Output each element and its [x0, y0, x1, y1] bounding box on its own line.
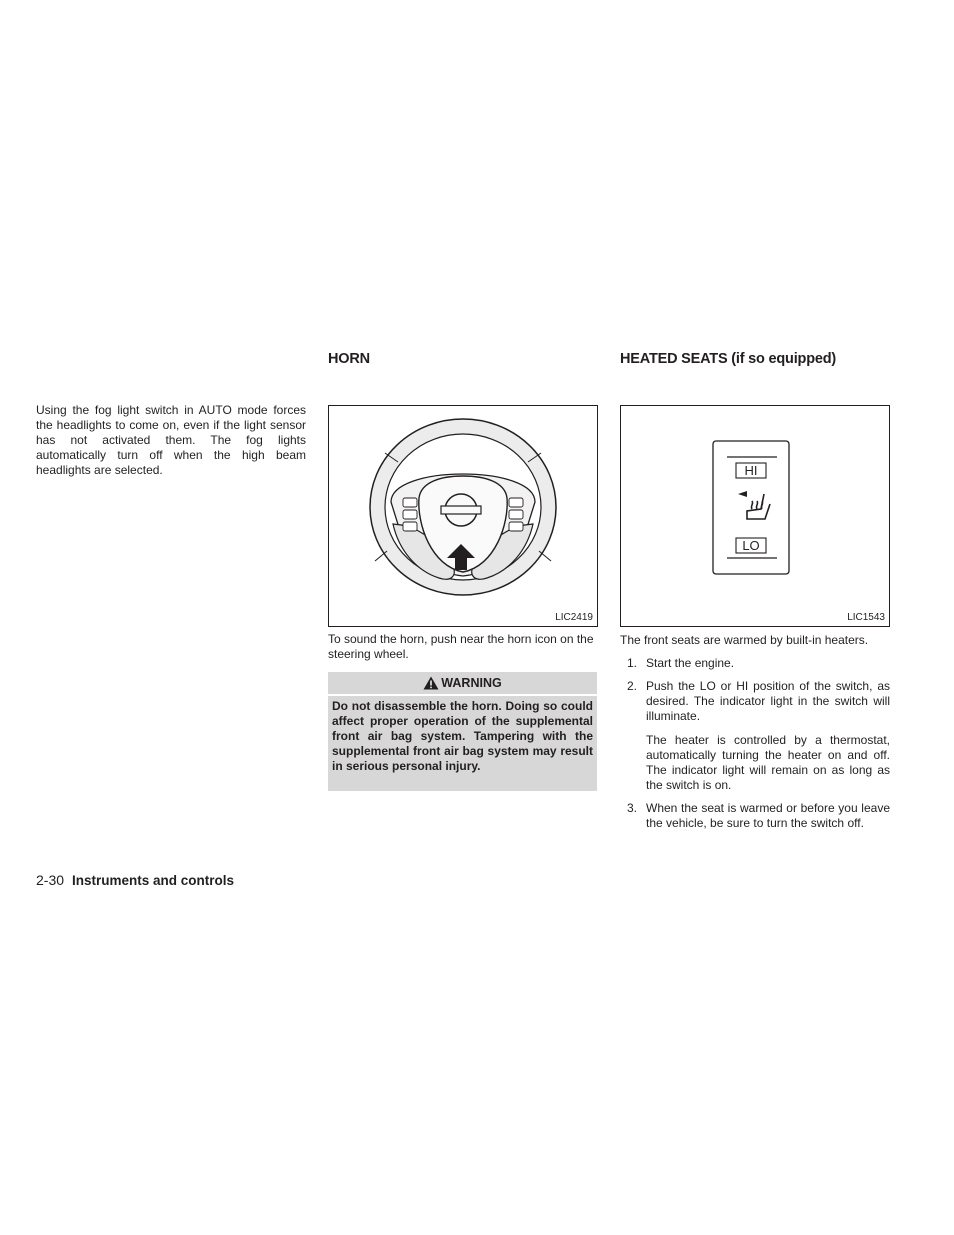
heated-seats-figure-code: LIC1543 [847, 612, 885, 623]
warning-text: Do not disassemble the horn. Doing so could affect proper operation of the supplemental front air bag system. Tampering with the supplemental front air bag system may result in serious personal injury. [332, 699, 593, 773]
section-title: Instruments and controls [72, 873, 235, 888]
step-item [620, 679, 890, 793]
switch-lo-label: LO [742, 538, 760, 553]
steps-list [620, 656, 890, 831]
page-number: 2-30 [36, 872, 65, 888]
heated-seats-figure [620, 405, 890, 627]
heated-seats-intro: The front seats are warmed by built-in heaters. [620, 633, 869, 647]
step-number: 3. [627, 801, 638, 815]
horn-figure-code: LIC2419 [555, 612, 593, 623]
step-item [620, 656, 890, 671]
step-extra-text: The heater is controlled by a thermostat, automatically turning the heater on and off. The indicator light will remain on as long as the switch is on. [646, 733, 890, 792]
heated-seats-heading: HEATED SEATS (if so equipped) [620, 351, 836, 367]
seat-heater-switch-illustration [621, 406, 889, 626]
horn-figure [328, 405, 598, 627]
horn-heading: HORN [328, 351, 370, 367]
warning-label: WARNING [441, 676, 502, 690]
step-item [620, 801, 890, 831]
horn-caption: To sound the horn, push near the horn icon on the steering wheel. [328, 632, 594, 661]
step-text: Start the engine. [646, 656, 735, 670]
step-text: Push the LO or HI position of the switch, as desired. The indicator light in the switch will illuminate. [646, 679, 890, 723]
steering-wheel-illustration [329, 406, 597, 626]
switch-hi-label: HI [744, 463, 758, 478]
heated-seats-steps [620, 656, 890, 839]
page-footer [36, 871, 234, 890]
step-number: 2. [627, 679, 638, 693]
horn-warning-box [328, 672, 597, 791]
warning-triangle-icon [423, 676, 439, 690]
step-number: 1. [627, 656, 638, 670]
warning-header [328, 672, 597, 696]
step-text: When the seat is warmed or before you leave the vehicle, be sure to turn the switch off. [646, 801, 890, 830]
fog-light-paragraph: Using the fog light switch in AUTO mode forces the headlights to come on, even if the light sensor has not activated them. The fog lights automatically turn off when the high beam headlights are selected. [36, 403, 306, 477]
